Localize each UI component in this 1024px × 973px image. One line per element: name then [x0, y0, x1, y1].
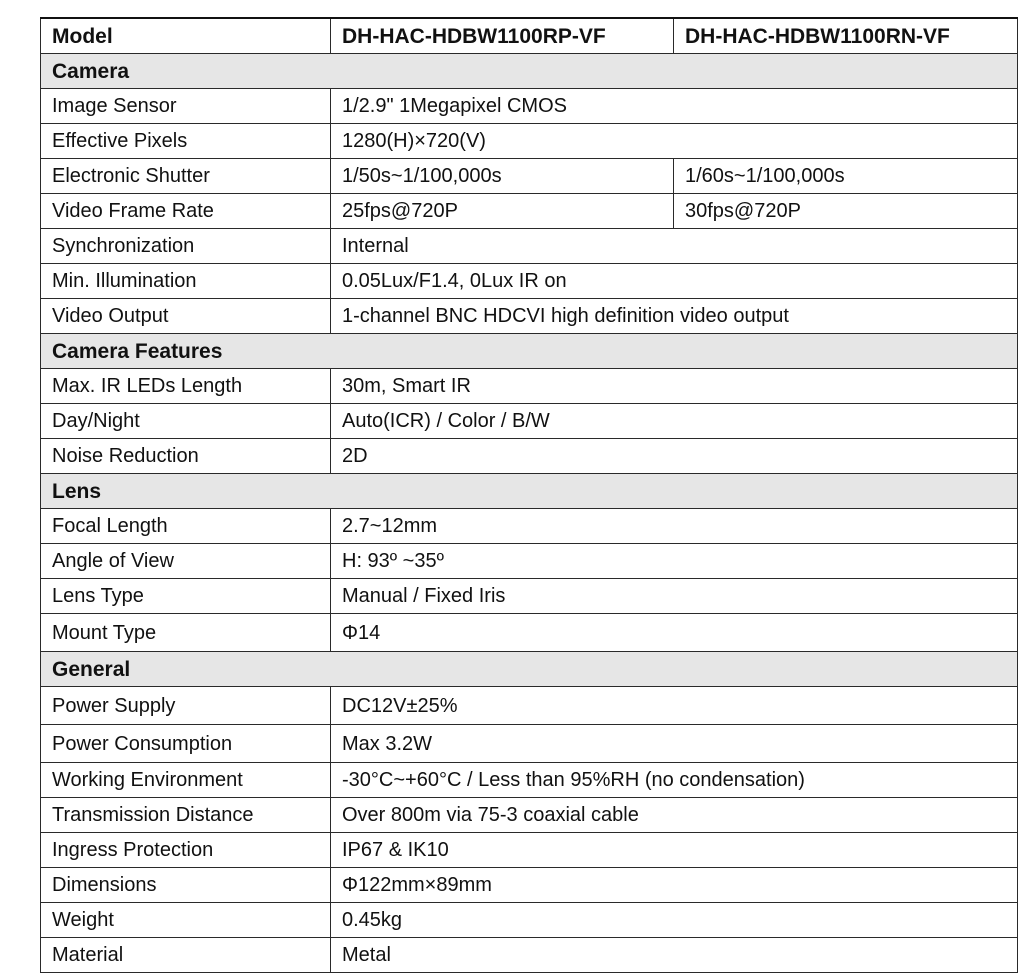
spec-value-variant-a: 1/50s~1/100,000s [331, 159, 674, 194]
spec-label: Angle of View [41, 544, 331, 579]
spec-row-angle-of-view [41, 544, 1018, 579]
spec-label: Min. Illumination [41, 264, 331, 299]
spec-label: Transmission Distance [41, 798, 331, 833]
section-row-camera [41, 54, 1018, 89]
spec-label: Power Supply [41, 687, 331, 725]
spec-table [40, 17, 1018, 973]
spec-label: Video Frame Rate [41, 194, 331, 229]
spec-value: 2.7~12mm [331, 509, 1018, 544]
spec-label: Day/Night [41, 404, 331, 439]
spec-row-weight [41, 903, 1018, 938]
spec-row-min-illumination [41, 264, 1018, 299]
spec-row-dimensions [41, 868, 1018, 903]
spec-row-power-supply [41, 687, 1018, 725]
spec-value: IP67 & IK10 [331, 833, 1018, 868]
spec-label: Electronic Shutter [41, 159, 331, 194]
spec-label: Weight [41, 903, 331, 938]
spec-value: 1-channel BNC HDCVI high definition video output [331, 299, 1018, 334]
spec-label: Working Environment [41, 763, 331, 798]
spec-value: 0.05Lux/F1.4, 0Lux IR on [331, 264, 1018, 299]
spec-label: Power Consumption [41, 725, 331, 763]
spec-label: Noise Reduction [41, 439, 331, 474]
cropped-heading-fragment [0, 0, 1024, 9]
section-title: Camera Features [41, 334, 1018, 369]
spec-value: H: 93º ~35º [331, 544, 1018, 579]
spec-value: 1/2.9" 1Megapixel CMOS [331, 89, 1018, 124]
spec-value: Max 3.2W [331, 725, 1018, 763]
spec-value-variant-b: 30fps@720P [674, 194, 1018, 229]
spec-row-focal-length [41, 509, 1018, 544]
spec-row-noise-reduction [41, 439, 1018, 474]
spec-value: Auto(ICR) / Color / B/W [331, 404, 1018, 439]
spec-label: Synchronization [41, 229, 331, 264]
spec-value: -30°C~+60°C / Less than 95%RH (no condensation) [331, 763, 1018, 798]
section-title: Camera [41, 54, 1018, 89]
spec-value: Φ122mm×89mm [331, 868, 1018, 903]
section-row-lens [41, 474, 1018, 509]
spec-value: Φ14 [331, 614, 1018, 652]
spec-value: 1280(H)×720(V) [331, 124, 1018, 159]
spec-value: Manual / Fixed Iris [331, 579, 1018, 614]
spec-row-electronic-shutter [41, 159, 1018, 194]
spec-row-working-environment [41, 763, 1018, 798]
spec-label: Max. IR LEDs Length [41, 369, 331, 404]
spec-label: Mount Type [41, 614, 331, 652]
section-title: Lens [41, 474, 1018, 509]
spec-label: Effective Pixels [41, 124, 331, 159]
spec-value: 0.45kg [331, 903, 1018, 938]
spec-value: Internal [331, 229, 1018, 264]
spec-row-day-night [41, 404, 1018, 439]
spec-row-effective-pixels [41, 124, 1018, 159]
spec-value-variant-a: 25fps@720P [331, 194, 674, 229]
spec-row-max-ir-leds-length [41, 369, 1018, 404]
spec-row-video-frame-rate [41, 194, 1018, 229]
spec-row-image-sensor [41, 89, 1018, 124]
spec-label: Focal Length [41, 509, 331, 544]
spec-row-synchronization [41, 229, 1018, 264]
spec-row-material [41, 938, 1018, 973]
spec-label: Dimensions [41, 868, 331, 903]
spec-row-lens-type [41, 579, 1018, 614]
section-title: General [41, 652, 1018, 687]
spec-label: Ingress Protection [41, 833, 331, 868]
variant-b-model: DH-HAC-HDBW1100RN-VF [674, 18, 1018, 54]
header-row [41, 18, 1018, 54]
section-row-general [41, 652, 1018, 687]
spec-row-video-output [41, 299, 1018, 334]
spec-row-mount-type [41, 614, 1018, 652]
spec-value: 2D [331, 439, 1018, 474]
spec-label: Material [41, 938, 331, 973]
variant-a-model: DH-HAC-HDBW1100RP-VF [331, 18, 674, 54]
spec-value: DC12V±25% [331, 687, 1018, 725]
section-row-camera-features [41, 334, 1018, 369]
model-label: Model [41, 18, 331, 54]
spec-label: Lens Type [41, 579, 331, 614]
spec-value: 30m, Smart IR [331, 369, 1018, 404]
spec-label: Image Sensor [41, 89, 331, 124]
spec-value: Over 800m via 75-3 coaxial cable [331, 798, 1018, 833]
spec-value-variant-b: 1/60s~1/100,000s [674, 159, 1018, 194]
spec-value: Metal [331, 938, 1018, 973]
spec-label: Video Output [41, 299, 331, 334]
spec-row-transmission-distance [41, 798, 1018, 833]
spec-row-ingress-protection [41, 833, 1018, 868]
spec-row-power-consumption [41, 725, 1018, 763]
